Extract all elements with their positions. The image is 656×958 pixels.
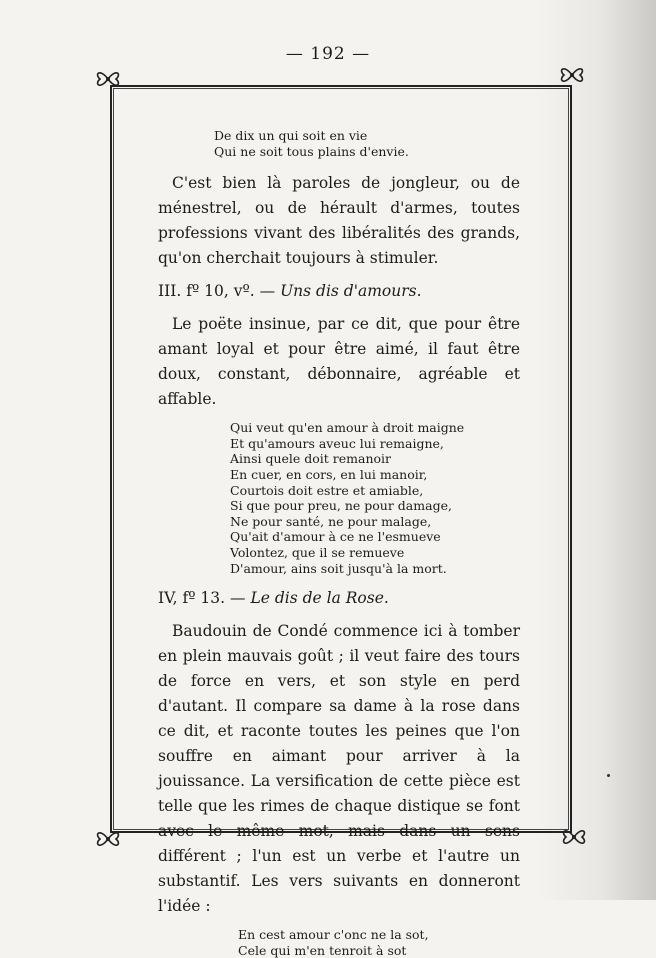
verse-block-3 (238, 927, 520, 958)
corner-flourish-top-left-icon (92, 66, 124, 92)
verse-line: Volontez, que il se remueve (230, 544, 405, 560)
verse-block-1 (214, 128, 520, 159)
verse-line: Qui ne soit tous plains d'envie. (214, 143, 409, 159)
verse-block-2 (230, 420, 520, 576)
verse-line: Ne pour santé, ne pour malage, (230, 513, 432, 529)
paragraph-2: Le poëte insinue, par ce dit, que pour être amant loyal et pour être aimé, il faut être doux, constant, débonnaire, agréable et affable. (158, 315, 520, 409)
verse-line: Qu'ait d'amour à ce ne l'esmueve (230, 529, 441, 545)
verse-line: Et qu'amours aveuc lui remaigne, (230, 435, 444, 451)
verse-line: En cest amour c'onc ne la sot, (238, 927, 429, 943)
corner-flourish-bottom-right-icon (558, 824, 590, 850)
section-heading-4 (158, 586, 520, 611)
verse-line: D'amour, ains soit jusqu'à la mort. (230, 560, 447, 576)
verse-line: Cele qui m'en tenroit à sot (238, 942, 407, 958)
section-heading-3 (158, 279, 520, 304)
verse-line: De dix un qui soit en vie (214, 128, 368, 143)
verse-line: En cuer, en cors, en lui manoir, (230, 466, 428, 482)
corner-flourish-bottom-left-icon (92, 826, 124, 852)
section-ref: IV, fº 13. — (158, 589, 246, 608)
paragraph-1: C'est bien là paroles de jongleur, ou de ménestrel, ou de hérault d'armes, toutes professions vivant des libéralités des grands, qu'on cherchait toujours à stimuler. (158, 174, 520, 268)
verse-line: Si que pour preu, ne pour damage, (230, 498, 452, 514)
page-body (158, 128, 520, 958)
verse-line: Ainsi quele doit remanoir (230, 451, 392, 467)
page-number: — 192 — (285, 44, 371, 64)
section-ref: III. fº 10, vº. — (158, 282, 276, 301)
paragraph-3: Baudouin de Condé commence ici à tomber en plein mauvais goût ; il veut faire des tours de force en vers, et son style en perd d'autant. Il compare sa dame à la rose dans ce dit, et raconte toutes les peines que l'on souffre en aimant pour arriver à la jouissance. La versification de cette pièce est telle que les rimes de chaque distique se font avec le même mot, mais dans un sens différent ; l'un est un verbe et l'autre un substantif. Les vers suivants en donneront l'idée : (158, 622, 520, 916)
verse-line: Courtois doit estre et amiable, (230, 482, 424, 498)
ink-speck (607, 774, 610, 777)
verse-line: Qui veut qu'en amour à droit maigne (230, 420, 465, 436)
corner-flourish-top-right-icon (556, 62, 588, 88)
section-title: Uns dis d'amours. (280, 282, 422, 301)
section-title: Le dis de la Rose. (250, 589, 389, 608)
